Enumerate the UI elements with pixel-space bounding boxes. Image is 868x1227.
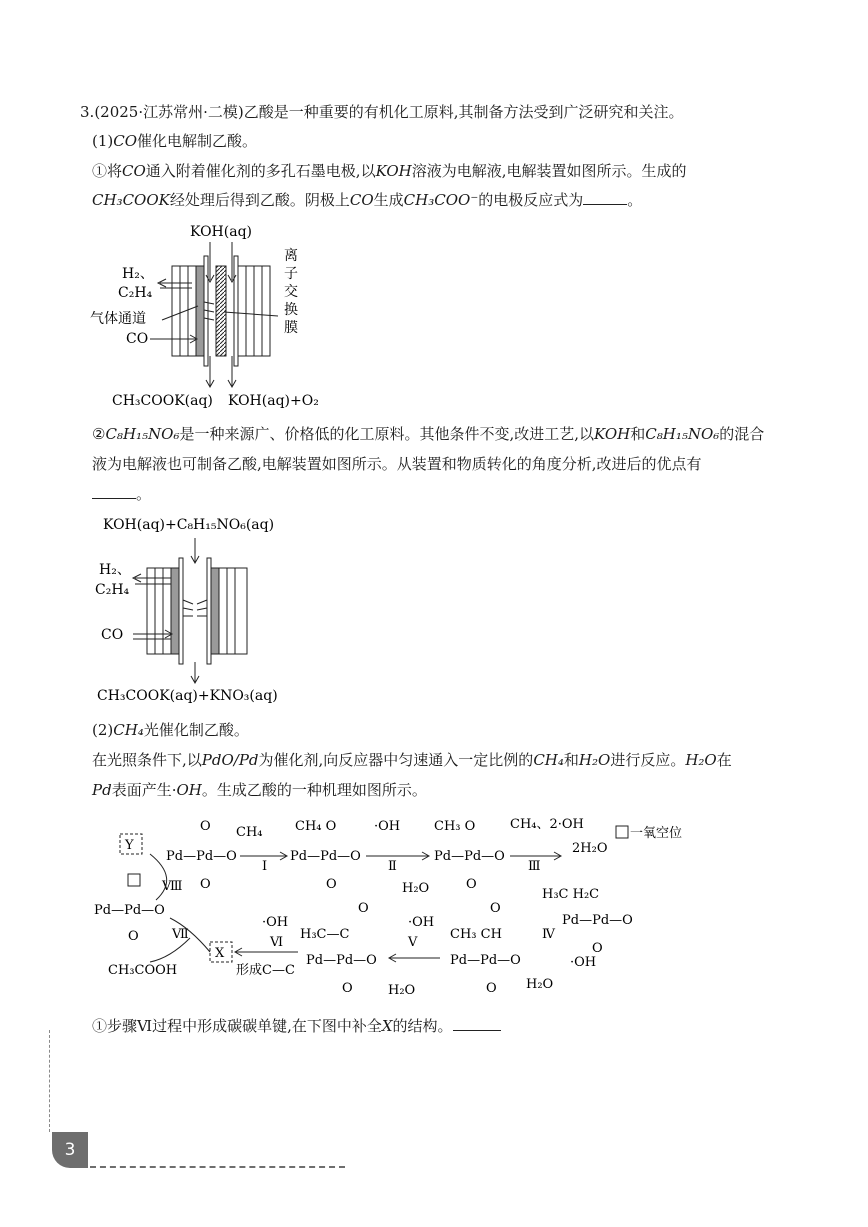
footer-dashed-line	[90, 1166, 345, 1168]
species-y: Y	[125, 838, 134, 853]
answer-blank-3[interactable]	[453, 1016, 501, 1031]
part2-line-2: Pd表面产生·OH。生成乙酸的一种机理如图所示。	[92, 781, 427, 799]
svg-text:Pd—Pd—O: Pd—Pd—O	[290, 849, 361, 864]
svg-text:Ⅶ: Ⅶ	[172, 927, 189, 942]
svg-text:CH₄、2·OH: CH₄、2·OH	[510, 817, 584, 832]
svg-text:O: O	[200, 819, 211, 834]
svg-text:H₃C H₂C: H₃C H₂C	[542, 887, 600, 902]
svg-text:Ⅵ: Ⅵ	[270, 935, 284, 950]
svg-text:Ⅴ: Ⅴ	[408, 935, 418, 950]
part2-line-1: 在光照条件下,以PdO/Pd为催化剂,向反应器中匀速通入一定比例的CH₄和H₂O进行反应。H₂O在	[92, 751, 732, 769]
svg-text:·OH: ·OH	[408, 915, 435, 930]
q2-line-2: 液为电解液也可制备乙酸,电解装置如图所示。从装置和物质转化的角度分析,改进后的优点有	[92, 455, 702, 473]
svg-text:CH₃ CH: CH₃ CH	[450, 927, 502, 942]
q2-line-3: 。	[92, 484, 151, 504]
question-header	[80, 102, 684, 122]
svg-text:一氧空位: 一氧空位	[630, 826, 683, 841]
svg-text:H₂O: H₂O	[402, 881, 430, 896]
svg-text:Ⅰ: Ⅰ	[262, 859, 268, 874]
svg-text:Ⅱ: Ⅱ	[388, 859, 397, 874]
fig1-gas-channel-label: 气体通道	[90, 311, 146, 327]
sub-question-1: ①步骤Ⅵ过程中形成碳碳单键,在下图中补全X的结构。	[92, 1016, 501, 1036]
fig2-h2-label: H₂、	[99, 562, 131, 578]
svg-text:换: 换	[284, 302, 298, 318]
svg-text:Pd—Pd—O: Pd—Pd—O	[166, 849, 237, 864]
page-number: 3	[52, 1132, 88, 1168]
svg-text:O: O	[342, 981, 353, 996]
question-number: 3.	[80, 103, 95, 121]
svg-text:Pd—Pd—O: Pd—Pd—O	[434, 849, 505, 864]
svg-text:CH₃ O: CH₃ O	[434, 819, 476, 834]
fig1-bottom-right-label: KOH(aq)+O₂	[228, 393, 319, 409]
svg-text:子: 子	[284, 266, 298, 282]
electrolysis-figure-2	[95, 512, 335, 707]
part2-title: (2)CH₄光催化制乙酸。	[92, 721, 249, 739]
svg-text:Ⅷ: Ⅷ	[162, 879, 183, 894]
svg-text:膜: 膜	[284, 320, 298, 336]
svg-text:CH₄ O: CH₄ O	[295, 819, 337, 834]
svg-text:O: O	[200, 877, 211, 892]
svg-text:CH₃COOH: CH₃COOH	[108, 963, 178, 978]
fig1-top-label: KOH(aq)	[190, 224, 253, 240]
svg-text:O: O	[592, 941, 603, 956]
svg-text:形成C—C: 形成C—C	[236, 963, 295, 978]
svg-text:Pd—Pd—O: Pd—Pd—O	[450, 953, 521, 968]
svg-text:交: 交	[284, 284, 298, 300]
svg-text:·OH: ·OH	[262, 915, 289, 930]
svg-text:Pd—Pd—O: Pd—Pd—O	[562, 913, 633, 928]
electrolysis-figure-1	[90, 220, 340, 415]
mechanism-figure	[90, 808, 730, 1008]
svg-text:·OH: ·OH	[374, 819, 401, 834]
species-x: X	[215, 946, 225, 961]
svg-text:O: O	[326, 877, 337, 892]
svg-text:离: 离	[284, 248, 298, 264]
fig1-co-label: CO	[126, 331, 149, 347]
svg-text:O: O	[128, 929, 139, 944]
svg-text:O: O	[358, 901, 369, 916]
fig1-membrane-label	[284, 248, 298, 336]
margin-dashed-line	[49, 1030, 50, 1132]
answer-blank-1[interactable]	[583, 190, 627, 205]
svg-text:O: O	[490, 901, 501, 916]
svg-text:H₂O: H₂O	[388, 983, 416, 998]
fig1-bottom-left-label: CH₃COOK(aq)	[112, 393, 213, 409]
svg-text:H₂O: H₂O	[526, 977, 554, 992]
q2-line-1: ②C₈H₁₅NO₆是一种来源广、价格低的化工原料。其他条件不变,改进工艺,以KOH和C₈H₁₅NO₆的混合	[92, 425, 765, 443]
fig2-c2h4-label: C₂H₄	[95, 582, 130, 598]
svg-text:2H₂O: 2H₂O	[572, 841, 608, 856]
svg-text:O: O	[486, 981, 497, 996]
svg-text:H₃C—C: H₃C—C	[300, 927, 350, 942]
question-source: (2025·江苏常州·二模)	[94, 103, 244, 121]
fig1-c2h4-label: C₂H₄	[118, 285, 153, 301]
svg-text:CH₄: CH₄	[236, 825, 263, 840]
fig2-top-label: KOH(aq)+C₈H₁₅NO₆(aq)	[103, 517, 275, 533]
svg-text:O: O	[466, 877, 477, 892]
question-intro: 乙酸是一种重要的有机化工原料,其制备方法受到广泛研究和关注。	[243, 103, 684, 121]
svg-text:Pd—Pd—O: Pd—Pd—O	[94, 903, 165, 918]
fig2-co-label: CO	[101, 627, 124, 643]
svg-text:Pd—Pd—O: Pd—Pd—O	[306, 953, 377, 968]
answer-blank-2[interactable]	[92, 484, 136, 499]
svg-text:Ⅲ: Ⅲ	[528, 859, 541, 874]
q1-line-2: CH₃COOK经处理后得到乙酸。阴极上CO生成CH₃COO⁻的电极反应式为 。	[92, 191, 643, 209]
fig2-bottom-label: CH₃COOK(aq)+KNO₃(aq)	[97, 688, 278, 704]
fig1-h2-label: H₂、	[122, 266, 154, 282]
svg-text:Ⅳ: Ⅳ	[542, 927, 555, 942]
svg-text:·OH: ·OH	[570, 955, 597, 970]
q1-line-1: ①将CO通入附着催化剂的多孔石墨电极,以KOH溶液为电解液,电解装置如图所示。生成的	[92, 162, 687, 180]
part1-title: (1)CO催化电解制乙酸。	[92, 132, 258, 150]
